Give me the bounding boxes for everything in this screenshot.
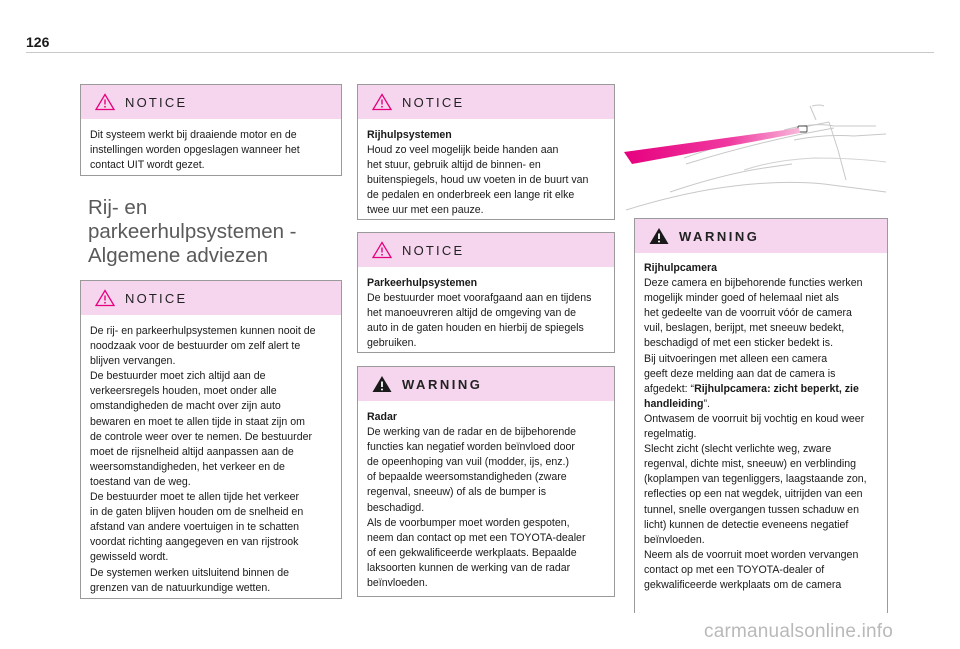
- text-line: beschadigd.: [367, 501, 425, 514]
- text-line: toestand van de weg.: [90, 475, 191, 488]
- notice-header: [358, 233, 614, 267]
- warning-box-camera: [634, 218, 888, 613]
- text-line: grenzen van de natuurkundige wetten.: [90, 581, 271, 594]
- text-line: moet de rijsnelheid altijd aanpassen aan de: [90, 445, 294, 458]
- notice-body: [358, 119, 614, 219]
- text-line: gewisseld wordt.: [90, 551, 169, 564]
- notice-title: NOTICE: [125, 290, 188, 306]
- text-heading: [367, 276, 604, 291]
- text-line: geeft deze melding aan dat de camera is: [644, 367, 836, 380]
- text-line: Dit systeem werkt bij draaiende motor en de: [90, 129, 297, 141]
- text-line: de controle weer over te nemen. De bestuurder: [90, 430, 313, 443]
- text-line: De systemen werken uitsluitend binnen de: [90, 566, 290, 579]
- text-fragment: ”.: [703, 397, 710, 410]
- notice-box-parking-aids: [357, 232, 615, 353]
- section-title-line: Rij- en: [88, 196, 148, 219]
- page-number: 126: [26, 34, 50, 50]
- warning-body: [635, 253, 887, 593]
- text-line: de pedalen en onderbreek een lange rit elke: [367, 189, 575, 202]
- text-line: Bij uitvoeringen met alleen een camera: [644, 352, 828, 365]
- text-line: Houd zo veel mogelijk beide handen aan: [367, 144, 559, 157]
- notice-title: NOTICE: [402, 242, 465, 258]
- text-line: mogelijk minder goed of helemaal niet als: [644, 292, 839, 305]
- text-line: in de gaten blijven houden om de snelheid en: [90, 506, 304, 519]
- text-line: bewaren en moet te allen tijde in staat zijn om: [90, 415, 305, 428]
- text-line: tunnel, snelle overgangen tussen schaduw en: [644, 503, 859, 516]
- notice-body: [81, 119, 341, 173]
- text-line: Deze camera en bijbehorende functies werken: [644, 277, 863, 290]
- text-line: auto in de gaten houden en hierbij de spiegels: [367, 322, 584, 335]
- text-heading: [367, 410, 604, 425]
- caution-triangle-icon: [372, 241, 392, 259]
- text-line: De bestuurder moet voorafgaand aan en tijdens: [367, 292, 592, 305]
- warning-box-radar: [357, 366, 615, 597]
- notice-body: [81, 315, 341, 596]
- text-line: De bestuurder moet zich altijd aan de: [90, 370, 266, 383]
- notice-heading: Parkeerhulpsystemen: [367, 277, 478, 289]
- warning-header: [635, 219, 887, 253]
- warning-heading: Radar: [367, 411, 398, 423]
- notice-box-system: [80, 84, 342, 176]
- text-line: Slecht zicht (slecht verlichte weg, zware: [644, 443, 832, 456]
- text-line: regenval, sneeuw) of als de bumper is: [367, 486, 547, 499]
- text-line: of bepaalde weersomstandigheden (zware: [367, 471, 567, 484]
- warning-triangle-icon: [372, 375, 392, 393]
- text-line: reflecties op een nat wegdek, uitrijden van een: [644, 488, 863, 501]
- text-line: Als de voorbumper moet worden gespoten,: [367, 516, 570, 529]
- text-line: neem dan contact op met een TOYOTA-dealer: [367, 531, 586, 544]
- section-title-line: parkeerhulpsystemen -: [88, 220, 297, 243]
- text-line: beïnvloeden.: [367, 577, 428, 590]
- text-line: contact UIT wordt gezet.: [90, 159, 205, 172]
- section-title-line: Algemene adviezen: [88, 244, 269, 267]
- warning-heading: Rijhulpcamera: [644, 262, 718, 274]
- notice-header: [81, 281, 341, 315]
- text-line: buitenspiegels, houd uw voeten in de buurt van: [367, 174, 589, 187]
- text-line: voordat richting aangegeven en van rijstrook: [90, 536, 299, 549]
- notice-header: [358, 85, 614, 119]
- text-line: beschadigd of met een sticker bedekt is.: [644, 337, 834, 350]
- text-heading: [367, 128, 604, 143]
- text-line: het manoeuvreren altijd de omgeving van de: [367, 307, 577, 320]
- text-line: laksoorten kunnen de werking van de radar: [367, 561, 571, 574]
- text-line: beïnvloeden.: [644, 533, 705, 546]
- message-quote: Rijhulpcamera: zicht beperkt, zie: [694, 382, 859, 395]
- text-line-mixed: [644, 397, 877, 412]
- text-line: of een gekwalificeerde werkplaats. Bepaalde: [367, 546, 577, 559]
- text-line: De werking van de radar en de bijbehorende: [367, 426, 577, 439]
- header-divider: [26, 52, 934, 53]
- notice-box-general: [80, 280, 342, 599]
- warning-header: [358, 367, 614, 401]
- caution-triangle-icon: [95, 93, 115, 111]
- text-line: gebruiken.: [367, 337, 417, 350]
- text-line: het gedeelte van de voorruit vóór de camera: [644, 307, 852, 320]
- text-line: licht) kunnen de detectie eveneens negatief: [644, 518, 849, 531]
- warning-title: WARNING: [679, 228, 760, 244]
- watermark[interactable]: carmanualsonline.info: [704, 621, 894, 642]
- text-line: afstand van andere voertuigen in te schatten: [90, 521, 300, 534]
- text-line: (koplampen van tegenliggers, laagstaande zon,: [644, 473, 867, 486]
- section-title: [88, 196, 348, 268]
- text-heading: [644, 261, 877, 276]
- text-line: instellingen worden opgeslagen wanneer het: [90, 144, 300, 157]
- caution-triangle-icon: [95, 289, 115, 307]
- text-line: regenval, dichte mist, sneeuw) en verblinding: [644, 458, 856, 471]
- text-line-mixed: [644, 382, 877, 397]
- windshield-camera-illustration: [624, 100, 888, 218]
- text-line: vuil, beslagen, berijpt, met sneeuw bedekt,: [644, 322, 845, 335]
- caution-triangle-icon: [372, 93, 392, 111]
- text-line: functies kan negatief worden beïnvloed door: [367, 441, 575, 454]
- text-line: Neem als de voorruit moet worden vervangen: [644, 548, 859, 561]
- notice-title: NOTICE: [402, 94, 465, 110]
- notice-heading: Rijhulpsystemen: [367, 129, 452, 141]
- text-line: het stuur, gebruik altijd de binnen- en: [367, 159, 541, 172]
- text-line: De bestuurder moet te allen tijde het verkeer: [90, 491, 300, 504]
- warning-body: [358, 401, 614, 591]
- text-line: blijven vervangen.: [90, 355, 176, 368]
- text-line: Ontwasem de voorruit bij vochtig en koud weer: [644, 412, 865, 425]
- warning-title: WARNING: [402, 376, 483, 392]
- notice-body: [358, 267, 614, 351]
- notice-title: NOTICE: [125, 94, 188, 110]
- text-line: contact op met een TOYOTA-dealer of: [644, 563, 825, 576]
- notice-header: [81, 85, 341, 119]
- warning-triangle-icon: [649, 227, 669, 245]
- text-line: regelmatig.: [644, 428, 697, 441]
- text-line: omstandigheden de macht over zijn auto: [90, 400, 281, 413]
- text-line: de opeenhoping van vuil (modder, ijs, enz.): [367, 456, 569, 469]
- text-fragment: afgedekt: “: [644, 382, 695, 395]
- text-line: noodzaak voor de bestuurder om zelf alert te: [90, 340, 301, 353]
- text-line: De rij- en parkeerhulpsystemen kunnen nooit de: [90, 325, 316, 337]
- text-line: weersomstandigheden, het verkeer en de: [90, 460, 285, 473]
- text-line: twee uur met een pauze.: [367, 204, 484, 217]
- notice-box-driving-aids: [357, 84, 615, 220]
- text-line: gekwalificeerde werkplaats om de camera: [644, 578, 842, 591]
- text-line: verkeersregels houden, moet onder alle: [90, 385, 277, 398]
- message-quote-end: handleiding: [644, 397, 704, 410]
